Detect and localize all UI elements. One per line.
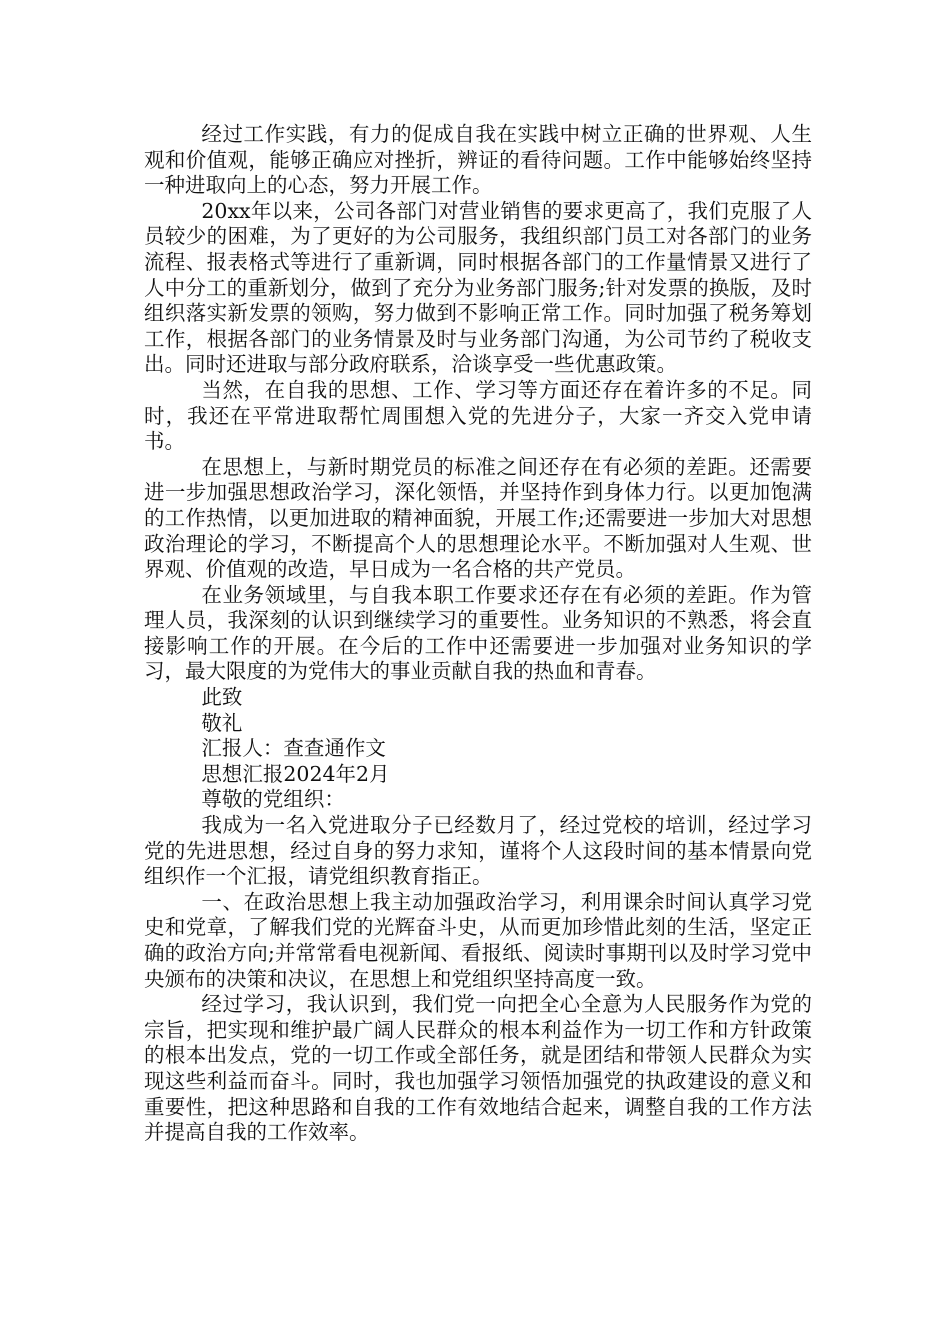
closing-cizhi: 此致 <box>201 685 243 710</box>
salutation-line: 尊敬的党组织： <box>201 787 345 812</box>
paragraph-party-purpose: 经过学习，我认识到，我们党一向把全心全意为人民服务作为党的宗旨，把实现和维护最广阔人民群众的根本利益作为一切工作和方针政策的根本出发点，党的一切工作或全部任务，就是团结和带领人民群众为实现这些利益而奋斗。同时，我也加强学习领悟加强党的执政建设的意义和重要性，把这种思路和自我的工作有效地结合起来，调整自我的工作方法并提高自我的工作效率。 <box>144 992 812 1145</box>
document-body <box>144 122 812 1146</box>
paragraph-political-study: 一、在政治思想上我主动加强政治学习，利用课余时间认真学习党史和党章，了解我们党的光辉奋斗史，从而更加珍惜此刻的生活，坚定正确的政治方向;并常常看电视新闻、看报纸、阅读时事期刊以及时学习党中央颁布的决策和决议，在思想上和党组织坚持高度一致。 <box>144 889 812 991</box>
paragraph-practice: 经过工作实践，有力的促成自我在实践中树立正确的世界观、人生观和价值观，能够正确应对挫折，辨证的看待问题。工作中能够始终坚持一种进取向上的心态，努力开展工作。 <box>144 122 812 198</box>
paragraph-ideology-gap: 在思想上，与新时期党员的标准之间还存在有必须的差距。还需要进一步加强思想政治学习，深化领悟，并坚持作到身体力行。以更加饱满的工作热情，以更加进取的精神面貌，开展工作;还需要进一步加大对思想政治理论的学习，不断提高个人的思想理论水平。不断加强对人生观、世界观、价值观的改造，早日成为一名合格的共产党员。 <box>144 454 812 582</box>
paragraph-sales-requirements: 20xx年以来，公司各部门对营业销售的要求更高了，我们克服了人员较少的困难，为了更好的为公司服务，我组织部门员工对各部门的业务流程、报表格式等进行了重新调，同时根据各部门的工作量情景又进行了人中分工的重新划分，做到了充分为业务部门服务;针对发票的换版，及时组织落实新发票的领购，努力做到不影响正常工作。同时加强了税务筹划工作，根据各部门的业务情景及时与业务部门沟通，为公司节约了税收支出。同时还进取与部分政府联系，洽谈享受一些优惠政策。 <box>144 198 812 377</box>
paragraph-business-gap: 在业务领域里，与自我本职工作要求还存在有必须的差距。作为管理人员，我深刻的认识到继续学习的重要性。业务知识的不熟悉，将会直接影响工作的开展。在今后的工作中还需要进一步加强对业务知识的学习，最大限度的为党伟大的事业贡献自我的热血和青春。 <box>144 582 812 684</box>
closing-jingli: 敬礼 <box>201 710 243 735</box>
report-date-line: 思想汇报2024年2月 <box>201 761 390 786</box>
reporter-line: 汇报人：查查通作文 <box>201 736 386 761</box>
paragraph-intro: 我成为一名入党进取分子已经数月了，经过党校的培训，经过学习党的先进思想，经过自身的努力求知，谨将个人这段时间的基本情景向党组织作一个汇报，请党组织教育指正。 <box>144 813 812 889</box>
paragraph-shortcomings: 当然，在自我的思想、工作、学习等方面还存在着许多的不足。同时，我还在平常进取帮忙周围想入党的先进分子，大家一齐交入党申请书。 <box>144 377 812 454</box>
